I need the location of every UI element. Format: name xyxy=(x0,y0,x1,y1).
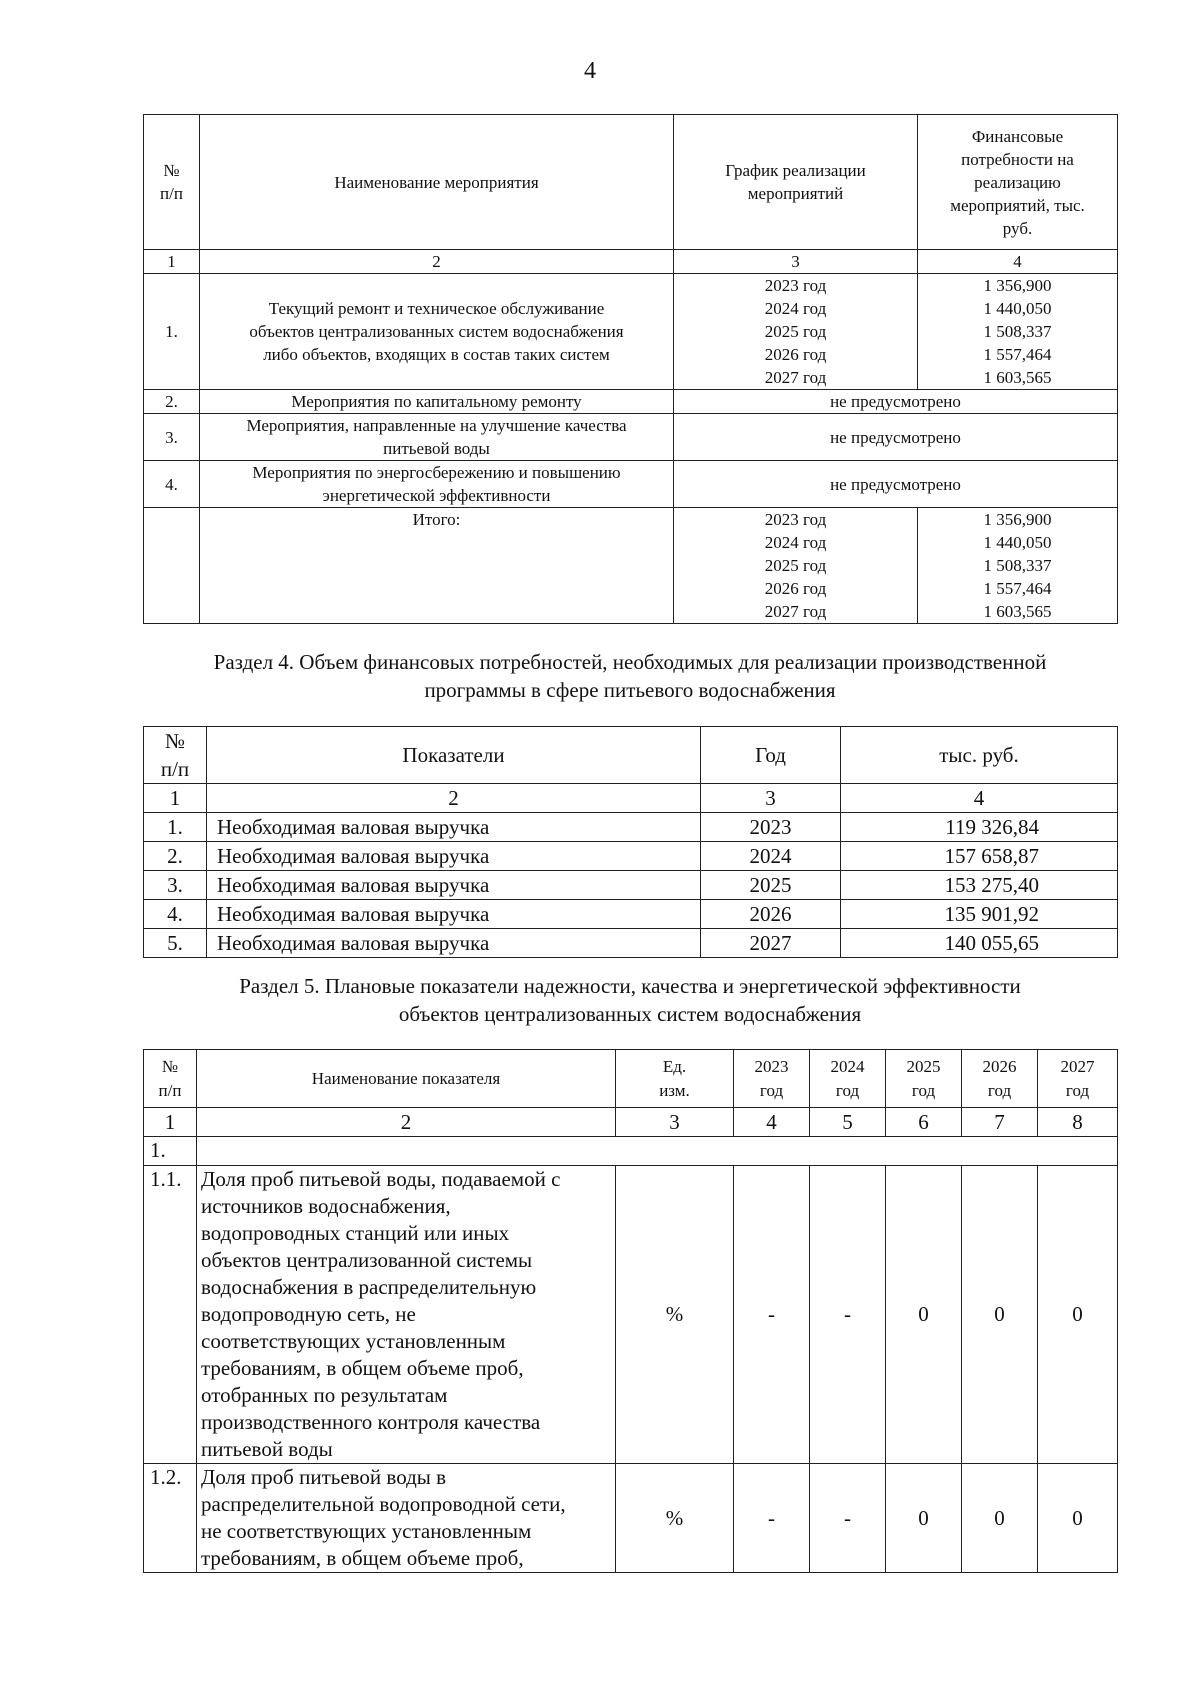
value-2027: 0 xyxy=(1038,1166,1118,1464)
year: 2026 xyxy=(701,900,841,929)
col-num: 5 xyxy=(810,1108,886,1137)
col-num: 6 xyxy=(886,1108,962,1137)
col-num: 8 xyxy=(1038,1108,1118,1137)
col-num: 4 xyxy=(841,784,1118,813)
value-2026: 0 xyxy=(962,1166,1038,1464)
page-number: 4 xyxy=(584,58,596,84)
col-num: 4 xyxy=(734,1108,810,1137)
indicator-name: Необходимая валовая выручка xyxy=(207,871,701,900)
header-year: 2024 год xyxy=(810,1050,886,1108)
row-num: 3. xyxy=(144,414,200,461)
header-year: 2027 год xyxy=(1038,1050,1118,1108)
activity-name: Мероприятия по энергосбережению и повышению энергетической эффективности xyxy=(200,461,674,508)
table-header-row xyxy=(144,1050,1118,1108)
header-indicators: Показатели xyxy=(207,727,701,784)
col-num: 1 xyxy=(144,250,200,274)
header-num: № п/п xyxy=(144,727,207,784)
row-num: 1.2. xyxy=(144,1464,197,1573)
year: 2023 xyxy=(701,813,841,842)
value-2026: 0 xyxy=(962,1464,1038,1573)
column-number-row xyxy=(144,1108,1118,1137)
row-num: 1.1. xyxy=(144,1166,197,1464)
value-2024: - xyxy=(810,1464,886,1573)
table-row xyxy=(144,1464,1118,1573)
table-row xyxy=(144,900,1118,929)
row-num: 1. xyxy=(144,1137,197,1166)
indicator-name: Необходимая валовая выручка xyxy=(207,900,701,929)
header-year: 2023 год xyxy=(734,1050,810,1108)
value-2025: 0 xyxy=(886,1166,962,1464)
indicator-name: Необходимая валовая выручка xyxy=(207,929,701,958)
table-header-row xyxy=(144,115,1118,250)
empty-cell xyxy=(144,508,200,624)
table-row xyxy=(144,414,1118,461)
row-num: 2. xyxy=(144,842,207,871)
amount: 157 658,87 xyxy=(841,842,1118,871)
year: 2027 xyxy=(701,929,841,958)
year: 2025 xyxy=(701,871,841,900)
col-num: 7 xyxy=(962,1108,1038,1137)
amount: 135 901,92 xyxy=(841,900,1118,929)
row-num: 4. xyxy=(144,900,207,929)
col-num: 3 xyxy=(701,784,841,813)
column-number-row xyxy=(144,784,1118,813)
table-row xyxy=(144,274,1118,390)
header-activity-name: Наименование мероприятия xyxy=(200,115,674,250)
table-row xyxy=(144,1166,1118,1464)
activity-name: Текущий ремонт и техническое обслуживание объектов централизованных систем водоснабжения либо объектов, входящих в состав таких систем xyxy=(200,274,674,390)
status-not-planned: не предусмотрено xyxy=(674,414,1118,461)
value-2023: - xyxy=(734,1166,810,1464)
table-row xyxy=(144,929,1118,958)
col-num: 4 xyxy=(918,250,1118,274)
col-num: 3 xyxy=(674,250,918,274)
header-amount: тыс. руб. xyxy=(841,727,1118,784)
indicators-table xyxy=(143,1049,1118,1573)
header-financial-needs: Финансовые потребности на реализацию мероприятий, тыс. руб. xyxy=(918,115,1118,250)
section5-title: Раздел 5. Плановые показатели надежности, качества и энергетической эффективности объектов централизованных систем водоснабжения xyxy=(239,974,1021,1026)
header-indicator-name: Наименование показателя xyxy=(197,1050,616,1108)
row-num: 2. xyxy=(144,390,200,414)
activities-table xyxy=(143,114,1118,624)
value-2023: - xyxy=(734,1464,810,1573)
column-number-row xyxy=(144,250,1118,274)
header-num: № п/п xyxy=(144,115,200,250)
header-year: 2025 год xyxy=(886,1050,962,1108)
indicator-name: Доля проб питьевой воды в распределительной водопроводной сети, не соответствующих установленным требованиям, в общем объеме проб, xyxy=(197,1464,616,1573)
indicator-name: Необходимая валовая выручка xyxy=(207,813,701,842)
table-row xyxy=(144,842,1118,871)
unit: % xyxy=(616,1464,734,1573)
row-num: 3. xyxy=(144,871,207,900)
header-unit: Ед. изм. xyxy=(616,1050,734,1108)
amount: 119 326,84 xyxy=(841,813,1118,842)
col-num: 1 xyxy=(144,784,207,813)
col-num: 1 xyxy=(144,1108,197,1137)
revenue-table xyxy=(143,726,1118,958)
year: 2024 xyxy=(701,842,841,871)
total-years: 2023 год 2024 год 2025 год 2026 год 2027 год xyxy=(674,508,918,624)
indicator-name: Доля проб питьевой воды, подаваемой с источников водоснабжения, водопроводных станций или иных объектов централизованной системы водоснабжения в распределительную водопроводную сеть, не соответствующих установленным требованиям, в общем объеме проб, отобранных по результатам производственного контроля качества питьевой воды xyxy=(197,1166,616,1464)
table-header-row xyxy=(144,727,1118,784)
header-num: № п/п xyxy=(144,1050,197,1108)
activity-name: Мероприятия, направленные на улучшение качества питьевой воды xyxy=(200,414,674,461)
financial-values: 1 356,900 1 440,050 1 508,337 1 557,464 1 603,565 xyxy=(918,274,1118,390)
total-label: Итого: xyxy=(200,508,674,624)
value-2025: 0 xyxy=(886,1464,962,1573)
amount: 153 275,40 xyxy=(841,871,1118,900)
activity-name: Мероприятия по капитальному ремонту xyxy=(200,390,674,414)
unit: % xyxy=(616,1166,734,1464)
amount: 140 055,65 xyxy=(841,929,1118,958)
table-row xyxy=(144,813,1118,842)
table-row xyxy=(144,871,1118,900)
row-num: 1. xyxy=(144,813,207,842)
row-num: 4. xyxy=(144,461,200,508)
group-row xyxy=(144,1137,1118,1166)
header-year: Год xyxy=(701,727,841,784)
schedule-years: 2023 год 2024 год 2025 год 2026 год 2027 год xyxy=(674,274,918,390)
total-values: 1 356,900 1 440,050 1 508,337 1 557,464 1 603,565 xyxy=(918,508,1118,624)
status-not-planned: не предусмотрено xyxy=(674,461,1118,508)
row-num: 5. xyxy=(144,929,207,958)
col-num: 3 xyxy=(616,1108,734,1137)
col-num: 2 xyxy=(200,250,674,274)
col-num: 2 xyxy=(207,784,701,813)
header-year: 2026 год xyxy=(962,1050,1038,1108)
section4-title: Раздел 4. Объем финансовых потребностей, необходимых для реализации производственной программы в сфере питьевого водоснабжения xyxy=(213,650,1047,702)
total-row xyxy=(144,508,1118,624)
value-2024: - xyxy=(810,1166,886,1464)
header-schedule: График реализации мероприятий xyxy=(674,115,918,250)
group-title xyxy=(197,1137,1118,1166)
col-num: 2 xyxy=(197,1108,616,1137)
table-row xyxy=(144,390,1118,414)
status-not-planned: не предусмотрено xyxy=(674,390,1118,414)
indicator-name: Необходимая валовая выручка xyxy=(207,842,701,871)
value-2027: 0 xyxy=(1038,1464,1118,1573)
row-num: 1. xyxy=(144,274,200,390)
table-row xyxy=(144,461,1118,508)
